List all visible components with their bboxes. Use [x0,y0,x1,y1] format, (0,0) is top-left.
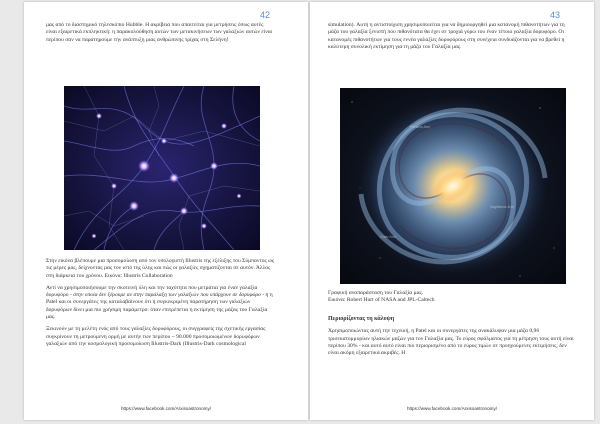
paragraph: μας από το διαστημικό τηλεσκόπιο Hubble. Η ακρίβεια που απαιτείται για μετρήσεις όπως αυτές είναι εξαιρετικά εκπληκτική: η παρακολούθηση αυτών των μετακινήσεων των γαλαξιών αυτών είναι περίπου σαν να παρατηρούμε την ανάπτυξη μιας ανθρώπινης τρίχας στη Σελήνη! [46,22,273,43]
section-heading: Περιορίζοντας τη κάλυψη [328,316,395,322]
cosmic-web-image [64,86,260,250]
paragraph: Χρησιμοποιώντας αυτή την τεχνική, η Patel και οι συνεργάτες της ανακάλυψαν μια μάζα 0,96 τρισεκατομμυρίων ηλιακών μαζών για τον Γαλαξία μας. Το εύρος σφάλματος για τη μέτρηση τους αυτή είναι περίπου 30% - και αυτό αυτό είναι πιο περιορισμένο από το εύρος τιμών σε προηγούμενες εκτιμήσεις, δεν είναι ακόμη εξαιρετικά ακριβές. Η [328,328,574,357]
image-caption [328,290,574,310]
paragraph: simulation). Αυτή η αντιστοίχιση χρησιμοποιείται για να δημιουργηθεί μια κατανομή πιθανοτήτων για τη μάζα του γαλαξία ξενιστή που πιθανότατα θα έχει σε τροχιά γύρω του έναν τέτοιο γαλαξία δορυφόρο. Οι κατανομές πιθανοτήτων για τους εννέα γαλαξίες δορυφόρους στη συνέχεια συνδυάζονται για να βρεθεί η καλύτερη συνολική εκτίμηση για τη μάζα του Γαλαξία μας. [328,22,565,50]
svg-text:Outer Arm: Outer Arm [380,235,396,239]
body-paragraph [328,22,574,56]
svg-text:Sagittarius Arm: Sagittarius Arm [490,205,514,209]
body-paragraph [46,22,274,49]
paragraph: Ξεκινούν με τη μελέτη ενός από τους γαλαξίες δορυφόρους, οι συγγραφείς της σχετικής εργασίας συγκρίνουν τη μετρούμενη ορμή με αυτήν των περίπου ~ 90.000 προσομοιωμένων δορυφόρων γαλαξιών από την κοσμολογική προσομοίωση Illustris-Dark (Illustris-Dark cosmological [46,326,266,347]
milky-way-image [340,88,566,284]
page-number: 43 [550,10,561,20]
paragraph [46,285,274,321]
caption-text: Στην εικόνα βλέπουμε μια προσομοίωση από τον υπολογιστή Illustris της εξέλιξης του Σύμπαντος ως τις μέρες μας, δείχνοντας μας τον ιστό της ύλης και πώς οι γαλαξίες σχηματίζονται σε αυτόν. Άλλος στη διάρκεια του χρόνου. Εικόνα: Illustris Collaboration [46,258,274,279]
left-page [24,2,308,420]
paragraph-text: η Patel και οι συνεργάτες της καταλαβαίνουν ότι η συγκεκριμένη παρατήρηση των γαλαξιών δορυφόρων δίνει μια πιο χρήσιμη παράμετρο: όταν επιτρέπεται η εκτίμηση της μάζας του Γαλαξία μας. [46,292,273,321]
book-spread [22,0,586,424]
footer-link[interactable]: https://www.facebook.com/Arxisoastronomy/ [406,406,498,411]
paragraph-italic-text: στην οποία δεν ξέρουμε αν στην παράλαξη των γαλαξιών που υπάρχουν σε δορυφόρο - η [73,292,269,299]
svg-text:Perseus Arm: Perseus Arm [410,125,431,129]
caption-line: Γραφική αναπαράσταση του Γαλαξία μας. [328,290,424,296]
caption-line: Εικόνα: Robert Hurt of NASA and JPL-Caltech [328,297,435,304]
page-number: 42 [260,10,271,20]
paragraph-text: Αντί να χρησιμοποιήσουμε την σκοτεινή ύλη και την ταχύτητα που μετράται για έναν γαλαξία δορυφόρο - [46,284,258,299]
right-page [310,2,594,420]
section [328,316,574,362]
image-caption [46,258,274,353]
footer-link[interactable]: https://www.facebook.com/Arxisoastronomy/ [120,406,212,411]
